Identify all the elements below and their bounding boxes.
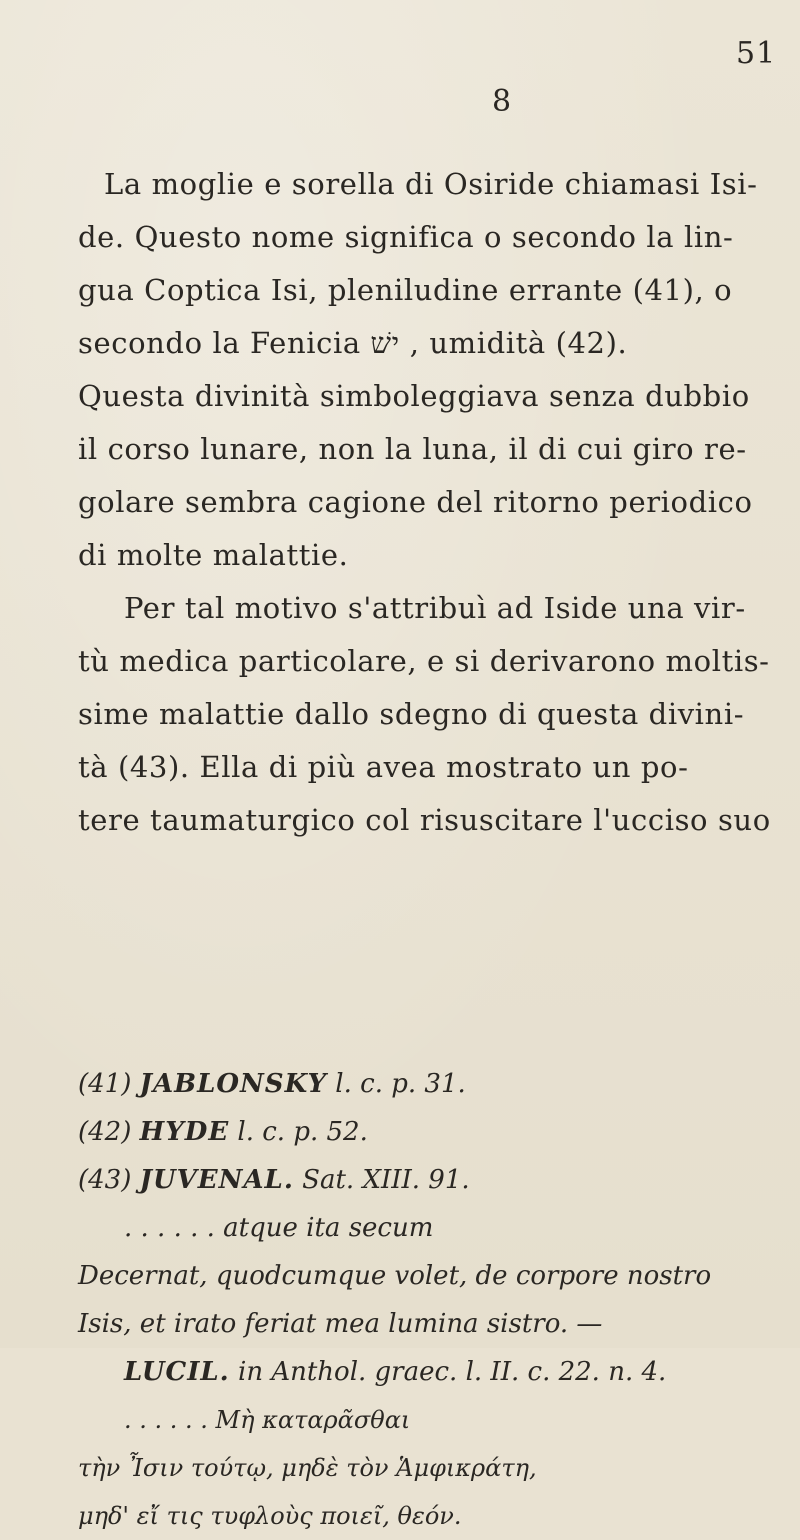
text-line: Per tal motivo s'attribuì ad Iside una vir- bbox=[124, 591, 746, 625]
text-line: tà (43). Ella di più avea mostrato un po- bbox=[78, 750, 689, 784]
text-line: tere taumaturgico col risuscitare l'ucciso suo bbox=[78, 803, 771, 837]
author-name: JABLONSKY bbox=[139, 1069, 328, 1099]
footnote-43 bbox=[78, 1156, 778, 1204]
author-name: JUVENAL. bbox=[139, 1165, 294, 1195]
text-line: La moglie e sorella di Osiride chiamasi Isi- bbox=[104, 167, 758, 201]
text-line: gua Coptica Isi, pleniludine errante (41), o bbox=[78, 273, 733, 307]
text-line: de. Questo nome significa o secondo la lin- bbox=[78, 220, 734, 254]
footnote-41 bbox=[78, 1060, 778, 1108]
footnote-ref: in Anthol. graec. l. II. c. 22. n. 4. bbox=[229, 1357, 667, 1387]
footnote-42 bbox=[78, 1108, 778, 1156]
author-name: HYDE bbox=[139, 1117, 230, 1147]
footnote-ref: Sat. XIII. 91. bbox=[293, 1165, 470, 1195]
author-name: LUCIL. bbox=[124, 1357, 230, 1387]
greek-quote-line: . . . . . . Μὴ καταρᾶσθαι bbox=[124, 1406, 411, 1434]
text-line: il corso lunare, non la luna, il di cui giro re- bbox=[78, 432, 747, 466]
page-number: 51 bbox=[736, 36, 777, 71]
text-line: golare sembra cagione del ritorno periodico bbox=[78, 485, 753, 519]
text-line: tù medica particolare, e si derivarono moltis- bbox=[78, 644, 770, 678]
text-line: sime malattie dallo sdegno di questa divini- bbox=[78, 697, 745, 731]
footnotes bbox=[78, 1060, 778, 1540]
text-line: di molte malattie. bbox=[78, 538, 349, 572]
footnote-ref: l. c. p. 31. bbox=[327, 1069, 466, 1099]
footnote-lucil bbox=[78, 1348, 778, 1396]
quote-line: Decernat, quodcumque volet, de corpore nostro bbox=[78, 1261, 712, 1291]
quote-line: . . . . . . atque ita secum bbox=[124, 1213, 434, 1243]
quote-line: Isis, et irato feriat mea lumina sistro. — bbox=[78, 1309, 603, 1339]
greek-quote-line: μηδ' εἴ τις τυφλοὺς ποιεῖ, θεόν. bbox=[78, 1502, 462, 1530]
main-text bbox=[78, 158, 771, 847]
footnote-number: (42) bbox=[78, 1117, 132, 1147]
text-line: Questa divinità simboleggiava senza dubbio bbox=[78, 379, 750, 413]
greek-quote-line: τὴν Ἶσιν τούτῳ, μηδὲ τὸν Ἁμφικράτη, bbox=[78, 1454, 537, 1482]
footnote-number: (41) bbox=[78, 1069, 132, 1099]
footnote-number: (43) bbox=[78, 1165, 132, 1195]
text-line: secondo la Fenicia ישׁ , umidità (42). bbox=[78, 326, 628, 360]
footnote-ref: l. c. p. 52. bbox=[229, 1117, 368, 1147]
signature-mark: 8 bbox=[492, 84, 512, 119]
